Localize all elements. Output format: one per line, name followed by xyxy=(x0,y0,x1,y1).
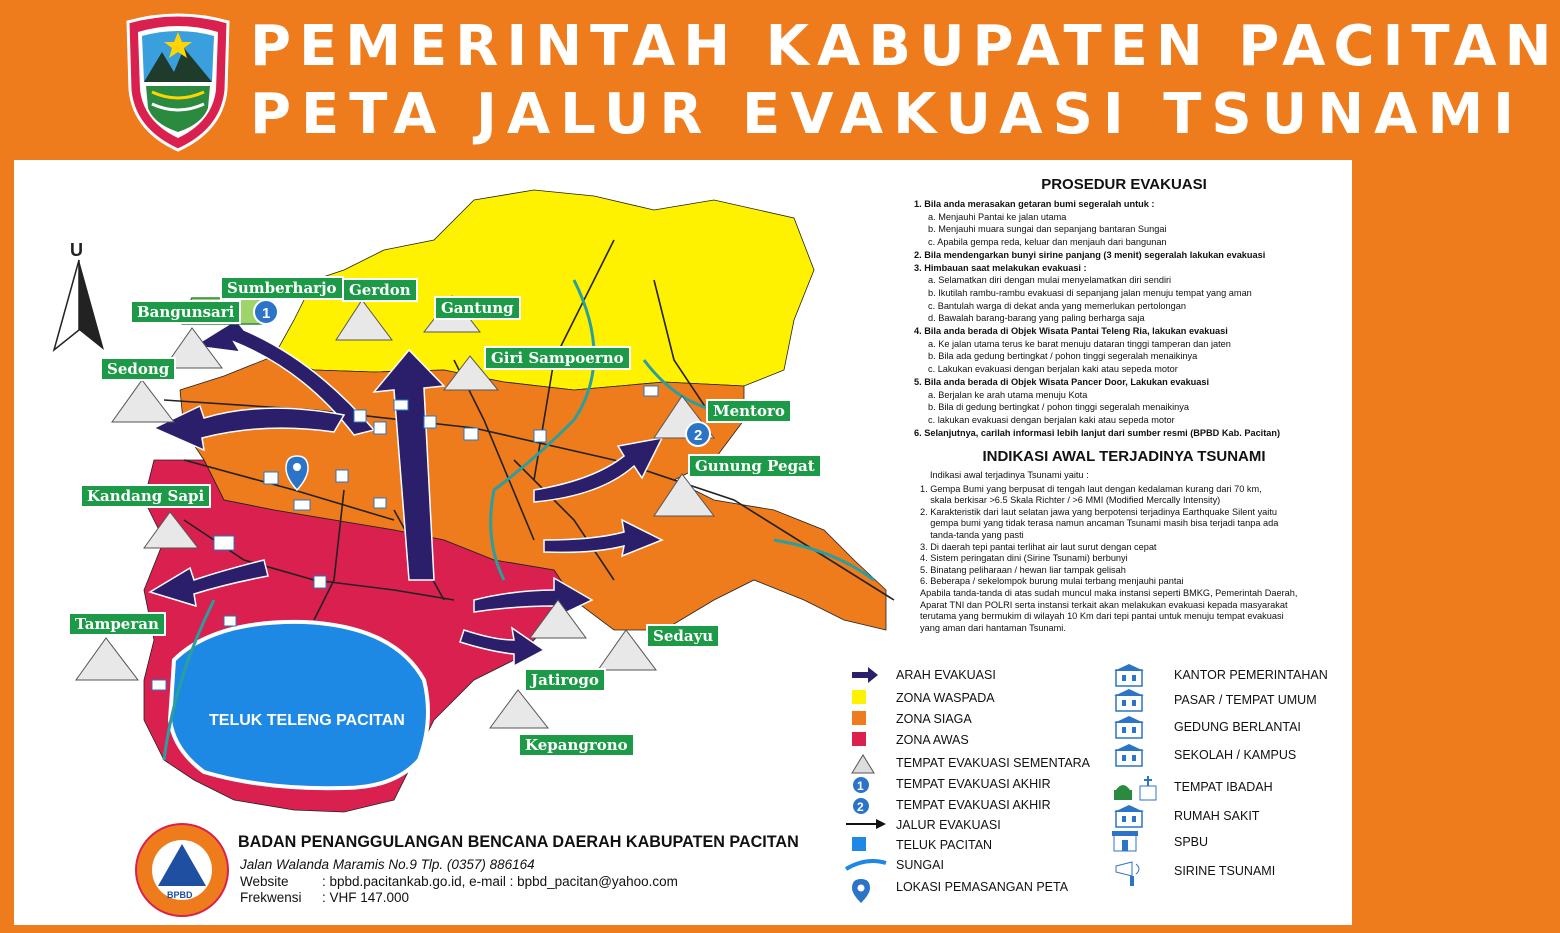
north-arrow xyxy=(54,240,104,350)
place-label-kandang-sapi: Kandang Sapi xyxy=(80,484,211,508)
legend-label: SIRINE TSUNAMI xyxy=(1174,864,1276,878)
indication-line: skala berkisar >6.5 Skala Richter / >6 MMI (Modified Mercally Intensity) xyxy=(920,495,1221,506)
legend-label: PASAR / TEMPAT UMUM xyxy=(1174,693,1317,707)
indication-line: Apabila tanda-tanda di atas sudah muncul maka instansi seperti BMKG, Pemerintah Daerah, xyxy=(920,587,1298,598)
indication-line: 6. Beberapa / sekelompok burung mulai terbang menjauhi pantai xyxy=(920,576,1184,587)
orange-zone-swatch xyxy=(852,711,866,730)
river-icon xyxy=(846,857,886,876)
place-label-gerdon: Gerdon xyxy=(342,278,418,302)
indication-list xyxy=(904,484,1344,635)
procedure-line: b. Menjauhi muara sungai dan sepanjang bantaran Sungai xyxy=(928,224,1167,235)
place-label-mentoro: Mentoro xyxy=(706,399,792,423)
svg-text:2: 2 xyxy=(857,800,864,814)
worship-icon xyxy=(1112,776,1160,807)
map-pin-icon xyxy=(852,879,870,908)
procedure-title: PROSEDUR EVAKUASI xyxy=(1041,176,1207,193)
procedure-line: b. Ikutilah rambu-rambu evakuasi di sepanjang jalan menuju tempat yang aman xyxy=(928,287,1252,298)
indication-line: 3. Di daerah tepi pantai terlihat air laut surut dengan cepat xyxy=(920,541,1157,552)
procedure-line: a. Berjalan ke arah utama menuju Kota xyxy=(928,389,1088,400)
legend-label: TEMPAT EVAKUASI AKHIR xyxy=(896,798,1051,812)
header-banner xyxy=(0,0,1560,158)
red-zone-swatch xyxy=(852,732,866,751)
place-label-gunung-pegat: Gunung Pegat xyxy=(688,454,822,478)
indication-line: gempa bumi yang tidak terasa namun ancaman Tsunami masih bisa terjadi tanpa ada xyxy=(920,518,1279,529)
teleng-bay xyxy=(170,622,428,788)
legend-label: GEDUNG BERLANTAI xyxy=(1174,720,1301,734)
regency-emblem-icon xyxy=(122,12,234,152)
svg-text:1: 1 xyxy=(857,779,864,793)
legend-label: TELUK PACITAN xyxy=(896,838,993,852)
hospital-icon xyxy=(1112,805,1146,834)
procedure-line: 4. Bila anda berada di Objek Wisata Pantai Teleng Ria, lakukan evakuasi xyxy=(914,326,1228,337)
number-1-icon xyxy=(852,776,870,799)
procedure-line: a. Selamatkan diri dengan mulai menyelamatkan diri sendiri xyxy=(928,275,1172,286)
tsunami-indication-section xyxy=(904,448,1344,634)
procedure-list xyxy=(904,198,1344,439)
indication-line: tanda-tanda yang pasti xyxy=(920,529,1024,540)
indication-line: Aparat TNI dan POLRI serta instansi terkait akan melakukan evakuasi kepada masyarakat xyxy=(920,599,1288,610)
legend-label: ZONA SIAGA xyxy=(896,712,972,726)
legend-label: ZONA WASPADA xyxy=(896,691,995,705)
indication-line: 5. Binatang peliharaan / hewan liar tampak gelisah xyxy=(920,564,1126,575)
place-label-jatirogo: Jatirogo xyxy=(524,668,606,692)
indication-line: yang aman dari hantaman Tsunami. xyxy=(920,622,1066,633)
procedure-line: c. Bantulah warga di dekat anda yang memerlukan pertolongan xyxy=(928,300,1186,311)
legend-label: LOKASI PEMASANGAN PETA xyxy=(896,880,1069,894)
siren-icon xyxy=(1112,860,1146,893)
website-value: : bpbd.pacitankab.go.id, e-mail : bpbd_pacitan@yahoo.com xyxy=(322,874,678,889)
legend-label: JALUR EVAKUASI xyxy=(896,818,1001,832)
bay-swatch xyxy=(852,837,866,856)
tall-building-icon xyxy=(1112,716,1146,745)
legend-label: SEKOLAH / KAMPUS xyxy=(1174,748,1297,762)
procedure-line: d. Bawalah barang-barang yang paling berharga saja xyxy=(928,313,1145,324)
frequency-value: : VHF 147.000 xyxy=(322,890,410,905)
place-label-gantung: Gantung xyxy=(434,296,521,320)
procedure-line: a. Ke jalan utama terus ke barat menuju dataran tinggi tamperan dan jaten xyxy=(928,338,1231,349)
agency-name: BADAN PENANGGULANGAN BENCANA DAERAH KABUPATEN PACITAN xyxy=(238,832,799,851)
school-icon xyxy=(1112,744,1146,773)
procedure-line: 1. Bila anda merasakan getaran bumi segeralah untuk : xyxy=(914,199,1155,209)
indication-intro: Indikasi awal terjadinya Tsunami yaitu : xyxy=(930,470,1089,480)
legend-label: SUNGAI xyxy=(896,858,944,872)
website-label: Website xyxy=(240,874,289,889)
place-label-sumberharjo: Sumberharjo xyxy=(220,276,344,300)
route-arrow-icon xyxy=(846,817,886,835)
place-label-sedayu: Sedayu xyxy=(646,624,720,648)
procedure-line: c. Lakukan evakuasi dengan berjalan kaki atau sepeda motor xyxy=(928,364,1178,375)
indication-line: 2. Karakteristik dari laut selatan jawa yang berpotensi terjadinya Earthquake Silent yaitu xyxy=(920,506,1277,517)
evacuation-procedure-section xyxy=(904,176,1344,439)
legend-label: TEMPAT EVAKUASI SEMENTARA xyxy=(896,756,1091,770)
mountain-icon xyxy=(490,690,548,728)
gas-station-icon xyxy=(1112,831,1138,858)
place-label-sedong: Sedong xyxy=(100,357,176,381)
north-label: U xyxy=(70,240,83,260)
yellow-zone-swatch xyxy=(852,690,866,709)
procedure-line: a. Menjauhi Pantai ke jalan utama xyxy=(928,211,1067,222)
mountain-icon xyxy=(852,755,874,778)
indication-line: terutama yang bermukim di wilayah 10 Km dari tepi pantai untuk menuju tempat evakuasi xyxy=(920,611,1284,622)
legend-label: RUMAH SAKIT xyxy=(1174,809,1260,823)
evac-final-1-label: 1 xyxy=(262,305,271,322)
evac-final-2-label: 2 xyxy=(694,427,703,444)
market-icon xyxy=(1112,689,1146,718)
place-label-giri-sampoerno: Giri Sampoerno xyxy=(484,346,631,370)
procedure-line: 6. Selanjutnya, carilah informasi lebih lanjut dari sumber resmi (BPBD Kab. Pacitan) xyxy=(914,427,1281,438)
place-label-kepangrono: Kepangrono xyxy=(518,733,635,757)
indication-title: INDIKASI AWAL TERJADINYA TSUNAMI xyxy=(982,448,1266,465)
bpbd-logo-icon xyxy=(134,822,230,918)
legend-label: ARAH EVAKUASI xyxy=(896,668,996,682)
bpbd-logo-text: BPBD xyxy=(167,890,193,900)
mountain-icon xyxy=(112,380,174,422)
place-label-bangunsari: Bangunsari xyxy=(130,300,241,324)
legend-label: ZONA AWAS xyxy=(896,733,969,747)
procedure-line: b. Bila di gedung bertingkat / pohon tinggi segeralah menaikinya xyxy=(928,402,1190,413)
procedure-line: 5. Bila anda berada di Objek Wisata Pancer Door, Lakukan evakuasi xyxy=(914,376,1210,387)
indication-line: 1. Gempa Bumi yang berpusat di tengah laut dengan kedalaman kurang dari 70 km, xyxy=(920,483,1262,494)
procedure-line: c. lakukan evakuasi dengan berjalan kaki atau sepeda motor xyxy=(928,414,1175,425)
procedure-line: b. Bila ada gedung bertingkat / pohon tinggi segeralah menaikinya xyxy=(928,351,1198,362)
title-line-2: PETA JALUR EVAKUASI TSUNAMI xyxy=(250,82,1525,147)
procedure-line: 2. Bila mendengarkan bunyi sirine panjang (3 menit) segeralah lakukan evakuasi xyxy=(914,249,1266,260)
legend-label: KANTOR PEMERINTAHAN xyxy=(1174,668,1328,682)
procedure-line: c. Apabila gempa reda, keluar dan menjauh dari bangunan xyxy=(928,237,1167,248)
procedure-line: 3. Himbauan saat melakukan evakuasi : xyxy=(914,262,1087,273)
title-line-1: PEMERINTAH KABUPATEN PACITAN xyxy=(250,14,1560,79)
place-label-tamperan: Tamperan xyxy=(68,612,166,636)
legend-label: TEMPAT IBADAH xyxy=(1174,780,1273,794)
mountain-icon xyxy=(76,638,138,680)
legend-label: SPBU xyxy=(1174,835,1209,849)
legend-label: TEMPAT EVAKUASI AKHIR xyxy=(896,777,1051,791)
bay-label: TELUK TELENG PACITAN xyxy=(209,712,405,729)
indication-line: 4. Sistem peringatan dini (Sirine Tsunami) berbunyi xyxy=(920,553,1128,564)
frequency-label: Frekwensi xyxy=(240,890,302,905)
evacuation-arrow-icon xyxy=(852,667,878,688)
agency-address: Jalan Walanda Maramis No.9 Tlp. (0357) 886164 xyxy=(240,857,535,872)
